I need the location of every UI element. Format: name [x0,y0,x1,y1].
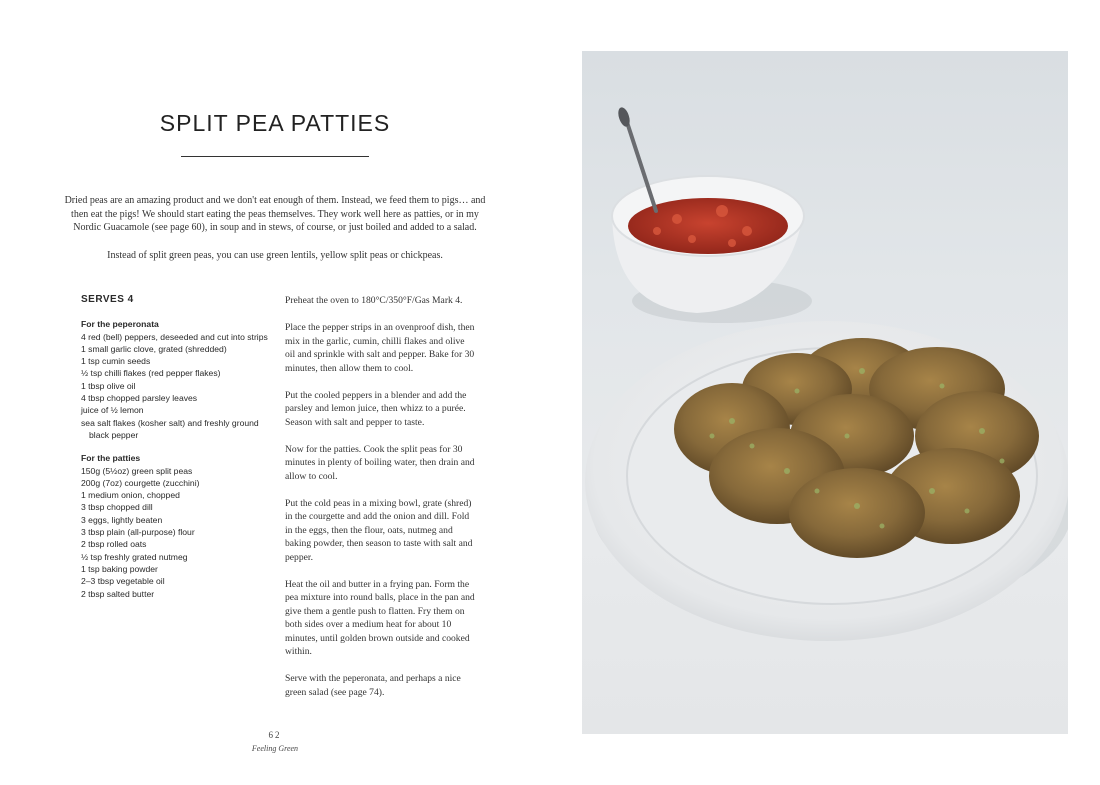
ingredient-item: 200g (7oz) courgette (zucchini) [81,477,200,488]
method-step: Serve with the peperonata, and perhaps a nice green salad (see page 74). [285,673,461,698]
method-step: Place the pepper strips in an ovenproof dish, then mix in the garlic, cumin, chilli flakes and olive oil and sprinkle with salt and pepper. Bake for 30 minutes, then allow them to cool. [285,322,475,374]
method-column [285,294,475,713]
ingredient-item: 150g (5½oz) green split peas [81,465,193,476]
ingredient-item: 2 tbsp rolled oats [81,539,147,550]
ingredient-item: 4 red (bell) peppers, deseeded and cut into strips [81,331,268,342]
ingredient-item: ½ tsp chilli flakes (red pepper flakes) [81,368,221,379]
ingredient-item: 1 tsp baking powder [81,563,158,574]
ingredient-item: 3 tbsp chopped dill [81,502,153,513]
patties-heading: For the patties [81,453,141,464]
ingredient-item: 1 tsp cumin seeds [81,356,151,367]
method-step: Heat the oil and butter in a frying pan. Form the pea mixture into round balls, place in the pan and give them a gentle push to flatten. Fry them on both sides over a medium heat for about 10 minutes, until golden brown outside and cooked within. [285,578,475,657]
page-number: 62 [268,730,282,740]
running-footer-book-title: Feeling Green [251,744,299,753]
peperonata-heading: For the peperonata [81,319,159,330]
recipe-photo [582,51,1068,734]
ingredient-item: ½ tsp freshly grated nutmeg [81,551,188,562]
ingredient-item: 3 tbsp plain (all-purpose) flour [81,527,195,538]
method-step: Put the cooled peppers in a blender and add the parsley and lemon juice, then whizz to a purée. Season with salt and pepper to taste. [285,389,467,428]
title-divider [181,156,369,157]
intro-paragraph: Dried peas are an amazing product and we don't eat enough of them. Instead, we feed them to pigs… and then eat the pigs! We should start eating the peas themselves. They work well here as patties, or in my Nordic Guacamole (see page 60), in soup and in stews, of course, or just boiled and added to a salad. [64,195,486,233]
food-photo-illustration [582,51,1068,734]
ingredient-item: juice of ½ lemon [81,405,144,416]
ingredient-item: 1 medium onion, chopped [81,490,180,501]
ingredient-item: 1 tbsp olive oil [81,380,136,391]
ingredients-column [81,294,281,611]
method-step: Put the cold peas in a mixing bowl, grate (shred) in the courgette and add the onion and dill. Fold in the eggs, then the flour, oats, nutmeg and baking powder, then season to taste with salt and pepper. [285,497,473,563]
method-step: Now for the patties. Cook the split peas for 30 minutes in plenty of boiling water, then drain and allow to cool. [285,443,475,482]
serves-heading: SERVES 4 [81,294,134,305]
intro-paragraph: Instead of split green peas, you can use green lentils, yellow split peas or chickpeas. [107,249,443,261]
peperonata-ingredient-list [81,331,281,442]
peperonata [628,198,788,254]
ingredient-item: 4 tbsp chopped parsley leaves [81,393,198,404]
recipe-intro [62,194,488,276]
ingredient-item: 3 eggs, lightly beaten [81,514,163,525]
ingredient-item: sea salt flakes (kosher salt) and freshly ground black pepper [81,417,259,440]
patty [789,468,925,558]
patties-ingredient-list [81,465,281,600]
ingredient-item: 1 small garlic clove, grated (shredded) [81,343,227,354]
ingredient-item: 2–3 tbsp vegetable oil [81,576,165,587]
ingredient-item: 2 tbsp salted butter [81,588,155,599]
method-step: Preheat the oven to 180°C/350°F/Gas Mark 4. [285,295,463,306]
recipe-title: SPLIT PEA PATTIES [159,110,391,136]
